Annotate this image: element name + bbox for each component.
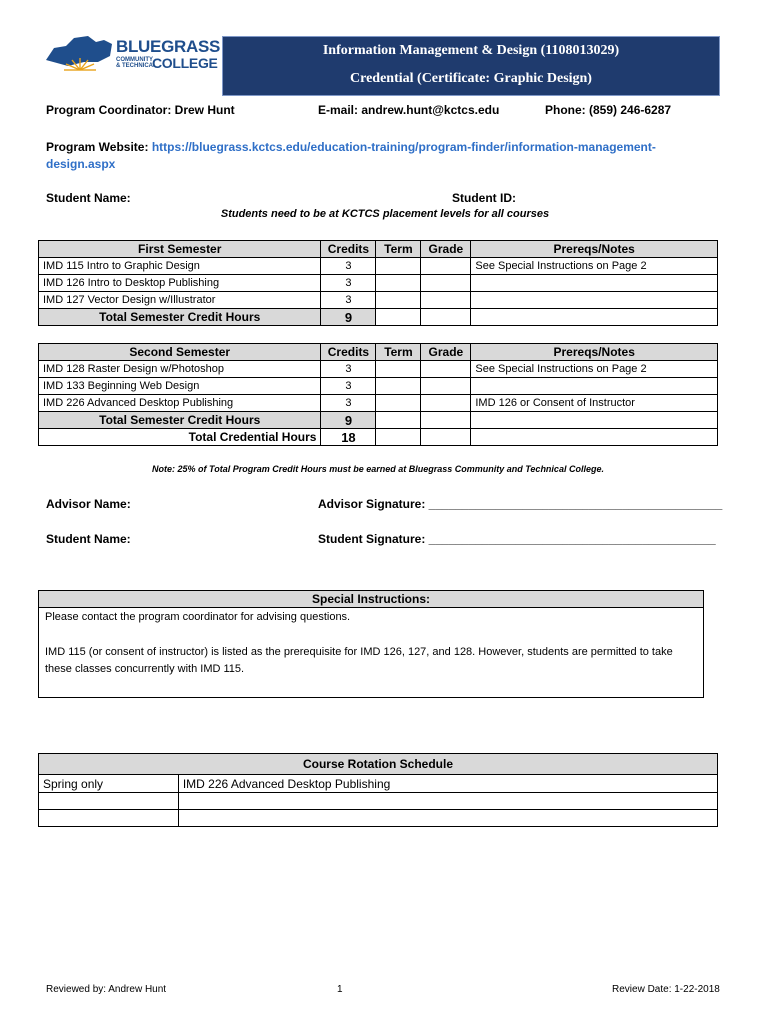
credits-header: Credits <box>321 241 376 258</box>
advisor-signature-line: Advisor Signature: ____________________________________________ <box>318 497 723 511</box>
logo-wordmark-community: COMMUNITY & TECHNICAL <box>116 57 157 69</box>
rotation-title: Course Rotation Schedule <box>39 754 718 775</box>
grade-cell <box>421 258 471 275</box>
coordinator-email: E-mail: andrew.hunt@kctcs.edu <box>318 103 500 117</box>
student-name-label-2: Student Name: <box>46 532 131 546</box>
coordinator-phone: Phone: (859) 246-6287 <box>545 103 672 117</box>
table-row <box>39 258 718 275</box>
reviewed-by: Reviewed by: Andrew Hunt <box>46 984 167 995</box>
credential-title: Credential (Certificate: Graphic Design) <box>350 71 592 86</box>
course-name: IMD 127 Vector Design w/Illustrator <box>39 292 321 309</box>
credential-total-row <box>39 429 718 446</box>
review-date: Review Date: 1-22-2018 <box>612 984 720 995</box>
course-notes <box>471 275 718 292</box>
course-rotation-table <box>38 753 718 827</box>
grade-cell <box>421 361 471 378</box>
rotation-course: IMD 226 Advanced Desktop Publishing <box>178 775 717 793</box>
table-row <box>39 275 718 292</box>
rotation-term <box>39 793 179 810</box>
grade-cell <box>421 378 471 395</box>
grade-cell <box>421 275 471 292</box>
grade-cell <box>421 395 471 412</box>
semester-title: First Semester <box>39 241 321 258</box>
placement-note: Students need to be at KCTCS placement levels for all courses <box>220 208 550 220</box>
program-coordinator: Program Coordinator: Drew Hunt <box>46 103 235 117</box>
total-value: 9 <box>321 412 376 429</box>
website-label: Program Website: <box>46 140 149 154</box>
rotation-course <box>178 810 717 827</box>
course-notes <box>471 292 718 309</box>
course-name: IMD 226 Advanced Desktop Publishing <box>39 395 321 412</box>
second-semester-table <box>38 343 718 446</box>
course-credits: 3 <box>321 395 376 412</box>
course-credits: 3 <box>321 292 376 309</box>
prereqs-header: Prereqs/Notes <box>471 344 718 361</box>
course-credits: 3 <box>321 378 376 395</box>
table-row <box>39 292 718 309</box>
residency-note: Note: 25% of Total Program Credit Hours must be earned at Bluegrass Community and Technical College. <box>152 464 604 474</box>
credential-total-value: 18 <box>321 429 376 446</box>
term-cell <box>376 395 421 412</box>
page-number: 1 <box>337 984 343 995</box>
term-header: Term <box>376 241 421 258</box>
website-link-cont[interactable]: design.aspx <box>46 157 116 171</box>
table-row <box>39 361 718 378</box>
first-semester-table <box>38 240 718 326</box>
document-title-box <box>222 36 720 96</box>
credential-total-label: Total Credential Hours <box>39 429 321 446</box>
total-value: 9 <box>321 309 376 326</box>
term-cell <box>376 429 421 446</box>
total-label: Total Semester Credit Hours <box>39 412 321 429</box>
rotation-term: Spring only <box>39 775 179 793</box>
term-cell <box>376 275 421 292</box>
course-name: IMD 126 Intro to Desktop Publishing <box>39 275 321 292</box>
course-notes: IMD 126 or Consent of Instructor <box>471 395 718 412</box>
course-notes: See Special Instructions on Page 2 <box>471 361 718 378</box>
notes-cell <box>471 429 718 446</box>
term-cell <box>376 378 421 395</box>
table-row <box>39 775 718 793</box>
logo-wordmark-bluegrass: BLUEGRASS <box>116 37 221 56</box>
rotation-term <box>39 810 179 827</box>
grade-cell <box>421 309 471 326</box>
student-signature-line: Student Signature: ___________________________________________ <box>318 532 716 546</box>
term-cell <box>376 412 421 429</box>
rotation-course <box>178 793 717 810</box>
special-instruction-1: Please contact the program coordinator for advising questions. <box>45 611 351 623</box>
student-name-label: Student Name: <box>46 191 131 205</box>
course-notes <box>471 378 718 395</box>
term-cell <box>376 361 421 378</box>
logo-wordmark-college: COLLEGE <box>152 55 218 71</box>
term-cell <box>376 292 421 309</box>
prereqs-header: Prereqs/Notes <box>471 241 718 258</box>
student-id-label: Student ID: <box>452 191 516 205</box>
table-row <box>39 378 718 395</box>
total-row <box>39 309 718 326</box>
term-cell <box>376 309 421 326</box>
course-name: IMD 128 Raster Design w/Photoshop <box>39 361 321 378</box>
notes-cell <box>471 412 718 429</box>
course-notes: See Special Instructions on Page 2 <box>471 258 718 275</box>
special-instructions-title: Special Instructions: <box>39 591 703 608</box>
table-row <box>39 395 718 412</box>
grade-cell <box>421 292 471 309</box>
website-link[interactable]: https://bluegrass.kctcs.edu/education-training/program-finder/information-management- <box>151 140 656 154</box>
total-label: Total Semester Credit Hours <box>39 309 321 326</box>
grade-cell <box>421 412 471 429</box>
grade-header: Grade <box>421 241 471 258</box>
grade-header: Grade <box>421 344 471 361</box>
advisor-name-label: Advisor Name: <box>46 497 131 511</box>
term-header: Term <box>376 344 421 361</box>
term-cell <box>376 258 421 275</box>
special-instruction-2: IMD 115 (or consent of instructor) is listed as the prerequisite for IMD 126, 127, and 128. However, students are permitted to take these classes concurrently with IMD 115. <box>45 646 673 675</box>
table-row <box>39 810 718 827</box>
course-credits: 3 <box>321 258 376 275</box>
grade-cell <box>421 429 471 446</box>
course-credits: 3 <box>321 275 376 292</box>
credits-header: Credits <box>321 344 376 361</box>
special-instructions-box <box>38 590 704 698</box>
semester-title: Second Semester <box>39 344 321 361</box>
course-credits: 3 <box>321 361 376 378</box>
total-row <box>39 412 718 429</box>
course-name: IMD 133 Beginning Web Design <box>39 378 321 395</box>
program-website <box>46 139 726 173</box>
notes-cell <box>471 309 718 326</box>
program-title: Information Management & Design (1108013029) <box>322 43 620 58</box>
course-name: IMD 115 Intro to Graphic Design <box>39 258 321 275</box>
table-row <box>39 793 718 810</box>
